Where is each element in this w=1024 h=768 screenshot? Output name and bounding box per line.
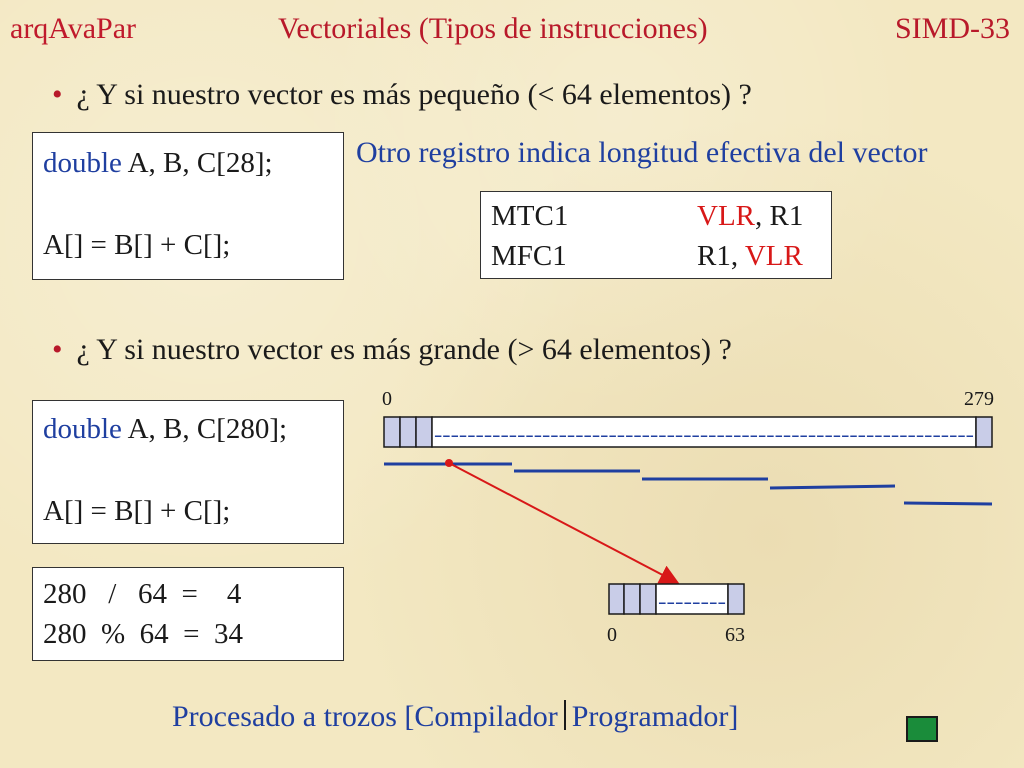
big-vector-start-label: 0 <box>382 388 392 410</box>
small-vector-end-label: 63 <box>725 624 745 646</box>
small-vector-start-label: 0 <box>607 624 617 646</box>
vlr-register: VLR <box>697 200 755 232</box>
bullet-text: ¿ Y si nuestro vector es más pequeño (< 64 elementos) ? <box>76 78 752 111</box>
bullet-text: ¿ Y si nuestro vector es más grande (> 64 elementos) ? <box>76 333 732 366</box>
vector-cell <box>384 417 400 447</box>
declaration-vars: A, B, C[280]; <box>121 413 288 445</box>
separator-bar <box>564 700 566 730</box>
vlr-note: Otro registro indica longitud efectiva del vector <box>356 136 928 169</box>
vector-cell <box>400 417 416 447</box>
big-vector-end-label: 279 <box>964 388 994 410</box>
keyword-double: double <box>43 413 122 445</box>
instr-mfc1: MFC1 <box>491 240 567 272</box>
vector-cell <box>416 417 432 447</box>
next-slide-button[interactable] <box>906 716 938 742</box>
code-statement: A[] = B[] + C[]; <box>43 495 231 527</box>
big-vector <box>384 417 992 447</box>
arrow-icon <box>449 463 676 582</box>
footer-caption <box>172 700 738 734</box>
code-statement: A[] = B[] + C[]; <box>43 229 231 261</box>
chunk-strips <box>384 464 992 504</box>
small-vector <box>609 584 744 614</box>
vector-dashes: -------- <box>658 591 726 613</box>
vector-cell <box>640 584 656 614</box>
keyword-double: double <box>43 147 122 179</box>
chunk-strip-4 <box>770 486 895 488</box>
vector-cell <box>728 584 744 614</box>
declaration-vars: A, B, C[28]; <box>121 147 273 179</box>
calc-modulo: 280 % 64 = 34 <box>43 618 244 650</box>
instr-mtc1: MTC1 <box>491 200 569 232</box>
chunk-strip-5 <box>904 503 992 504</box>
operand-pre: R1, <box>697 240 745 272</box>
operand-rest: , R1 <box>755 200 804 232</box>
bullet-dot-icon: • <box>52 78 63 111</box>
slide-title: Vectoriales (Tipos de instrucciones) <box>278 12 708 45</box>
vector-dashes: ----------------------------------------------------------------- <box>434 424 974 446</box>
vector-cell <box>609 584 624 614</box>
vlr-register: VLR <box>744 240 803 272</box>
vector-cell <box>624 584 640 614</box>
slide-number: SIMD-33 <box>894 12 1010 45</box>
vector-cell <box>976 417 992 447</box>
course-title: arqAvaPar <box>10 12 137 45</box>
footer-right: Programador] <box>571 700 739 733</box>
footer-left: Procesado a trozos [Compilador <box>172 700 558 733</box>
calc-division: 280 / 64 = 4 <box>43 578 242 610</box>
bullet-dot-icon: • <box>52 333 63 366</box>
